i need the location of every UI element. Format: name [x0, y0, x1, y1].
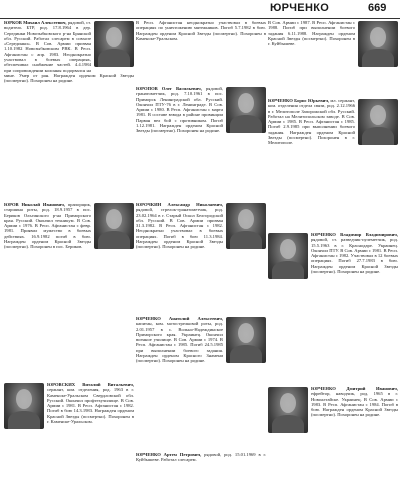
entry-name: ЮРОПОВ Олег Васильевич,	[136, 86, 202, 91]
entry-text: рядовой, гранатометчик, род. 7.10.1961 в пос. Приморск Ленинградской обл. Русский. Окончил ПТУ-76 в г. Ленинграде. В Сов. Армии с 1980. В Респ. Афганистан с марта 1981. В составе взвода в районе провинции Парван вел бой с противником. Погиб 1.12.1981. Награжден орденом Красной Звезды (посмертно). Похоронен на родине.	[136, 86, 223, 134]
entry-yurchenko-boris	[268, 98, 398, 228]
page-header	[0, 0, 400, 19]
entry-text: рядовой, род. 15.01.1969 в г. Куйбышеве. Работал слесарем.	[136, 452, 266, 463]
entry-name: ЮРЧЕНКО Артем Петрович,	[136, 452, 202, 457]
entry-name: ЮРЧЕНКО Дмитрий Иванович,	[311, 386, 398, 391]
portrait-photo	[226, 203, 266, 249]
entry-text: В Сов. Армии с 1987. В Респ. Афганистан с 1988. Погиб при выполнении боевого задания 6.11.1988. Награжден орденом Красной Звезды (посмертно). Похоронен в г. Куйбышеве.	[268, 20, 355, 47]
entry-text: рядовой, ст. водитель БТР, род. 17.8.1964 в дер. Серединки Новозыбковского р-на Брянской обл. Русский. Работал слесарем в совхозе «Серединки». В Сов. Армии призван 1.10.1982 Новозыбковским РВК. В Респ. Афганистан с апр. 1983. Неоднократно участвовал в боевых операциях, обеспечивал снабжение частей. 4.4.1984 при сопровождении колонны подорвался на мине. Умер от ран. Награжден орденом Красной Звезды (посмертно). Похоронен на родине.	[4, 20, 134, 84]
entry-text: капитан, ком. мотострелковой роты, род. 2.01.1957 в с. Вольно-Надеждинское Приморского края. Украинец. Окончил военное училище. В Сов. Армии с 1974. В Респ. Афганистан с 1985. Погиб 24.5.1985 при выполнении боевого задания. Награжден орденом Красного Знамени (посмертно). Похоронен на родине.	[136, 321, 223, 364]
entry-continued	[136, 20, 266, 82]
portrait-photo	[94, 21, 134, 67]
portrait-photo	[226, 317, 266, 363]
entry-text: рядовой, стрелок-гранатометчик, род. 23.02.1964 в г. Старый Оскол Белгородской обл. Русский. В Сов. Армии призван 31.3.1982. В Респ. Афганистан с 1982. Неоднократно участвовал в боевых операциях. Погиб в бою 11.3.1984. Награжден орденом Красной Звезды (посмертно). Похоронен на родине.	[136, 207, 223, 250]
entry-yurchenko-artem	[136, 452, 266, 492]
entry-yurovskikh	[4, 382, 134, 492]
entry-yuropov	[136, 86, 266, 198]
entry-text: рядовой, ст. разведчик-пулеметчик, род. 15.5.1963 в г. Краснодаре. Украинец. Окончил ПТУ. В Сов. Армии с 1981. В Респ. Афганистан с 1982. Участвовал в 12 боевых операциях. Погиб 27.7.1983 в бою. Награжден орденом Красной Звезды (посмертно). Похоронен на родине.	[311, 237, 398, 275]
portrait-photo	[268, 387, 308, 433]
column-1	[4, 20, 134, 492]
entry-name: ЮРЧЕНКО Борис Юрьевич,	[268, 98, 330, 103]
portrait-photo	[4, 383, 44, 429]
portrait-photo	[358, 21, 398, 67]
entry-text: сержант, ком. отделения, род. 1963 в г. Каменске-Уральском Свердловской обл. Русский. Окончил профтехучилище. В Сов. Армии с 1981. В Респ. Афганистан с 1982. Погиб в бою 14.3.1983. Награжден орденом Красной Звезды (посмертно). Похоронен в г. Каменске-Уральском.	[47, 387, 134, 425]
portrait-photo	[94, 203, 134, 249]
entry-name: ЮРКОВ Михаил Алексеевич,	[4, 20, 67, 25]
column-3	[268, 20, 398, 492]
entry-yurov	[4, 202, 134, 378]
portrait-photo	[268, 233, 308, 279]
entry-yurchenko-anatoly	[136, 316, 266, 448]
entry-name: ЮРЧЕНКО Анатолий Алексеевич,	[136, 316, 223, 321]
entry-yurochkin	[136, 202, 266, 312]
entry-name: ЮРОВСКИХ Виталий Витальевич,	[47, 382, 134, 387]
entry-name: ЮРЧЕНКО Владимир Владимирович,	[311, 232, 398, 237]
entry-text: прапорщик, старшина роты, род. 18.9.1957 в пос. Бериков Ольгинского р-на Приморского края. Русский. Окончил техникум. В Сов. Армии с 1976. В Респ. Афганистан с февр. 1981. Проявил мужество в боевых действиях. 16.9.1982 погиб в бою. Награжден орденом Красной Звезды (посмертно). Похоронен в пос. Бериков.	[4, 202, 91, 250]
entry-name: ЮРОВ Николай Иванович,	[4, 202, 65, 207]
portrait-photo	[358, 99, 398, 145]
entry-text: В Респ. Афганистан неоднократно участвовал в боевых операциях по уничтожению мятежников. Погиб 5.7.1982 в бою. Награжден орденом Красной Звезды (посмертно). Похоронен в Каменске-Уральском.	[136, 20, 266, 41]
entry-text: мл. сержант, ком. отделения отдела связи, род. 2.12.1966 в г. Мелитополе Запорожской обл. Русский. Работал на Мелитопольском заводе. В Сов. Армии с 1985. В Респ. Афганистан с 1985. Погиб 2.9.1985 при выполнении боевого задания. Награжден орденом Красной Звезды (посмертно). Похоронен в г. Мелитополе.	[268, 98, 355, 146]
entry-name: ЮРОЧКИН Александр Николаевич,	[136, 202, 223, 207]
entry-continued	[268, 20, 398, 94]
running-head: ЮРЧЕНКО	[270, 2, 330, 14]
entry-text: ефрейтор, наводчик, род. 1965 в г. Новоалтайске. Украинец. В Сов. Армии с 1983. В Респ. Афганистан с 1984. Погиб в бою. Награжден орденом Красной Звезды (посмертно). Похоронен на родине.	[311, 391, 398, 418]
column-2	[136, 20, 266, 492]
entry-yurchenko-vladimir	[268, 232, 398, 382]
entry-yurkov	[4, 20, 134, 198]
entry-yurchenko-dmitry	[268, 386, 398, 492]
portrait-photo	[226, 87, 266, 133]
page-number: 669	[368, 2, 387, 14]
